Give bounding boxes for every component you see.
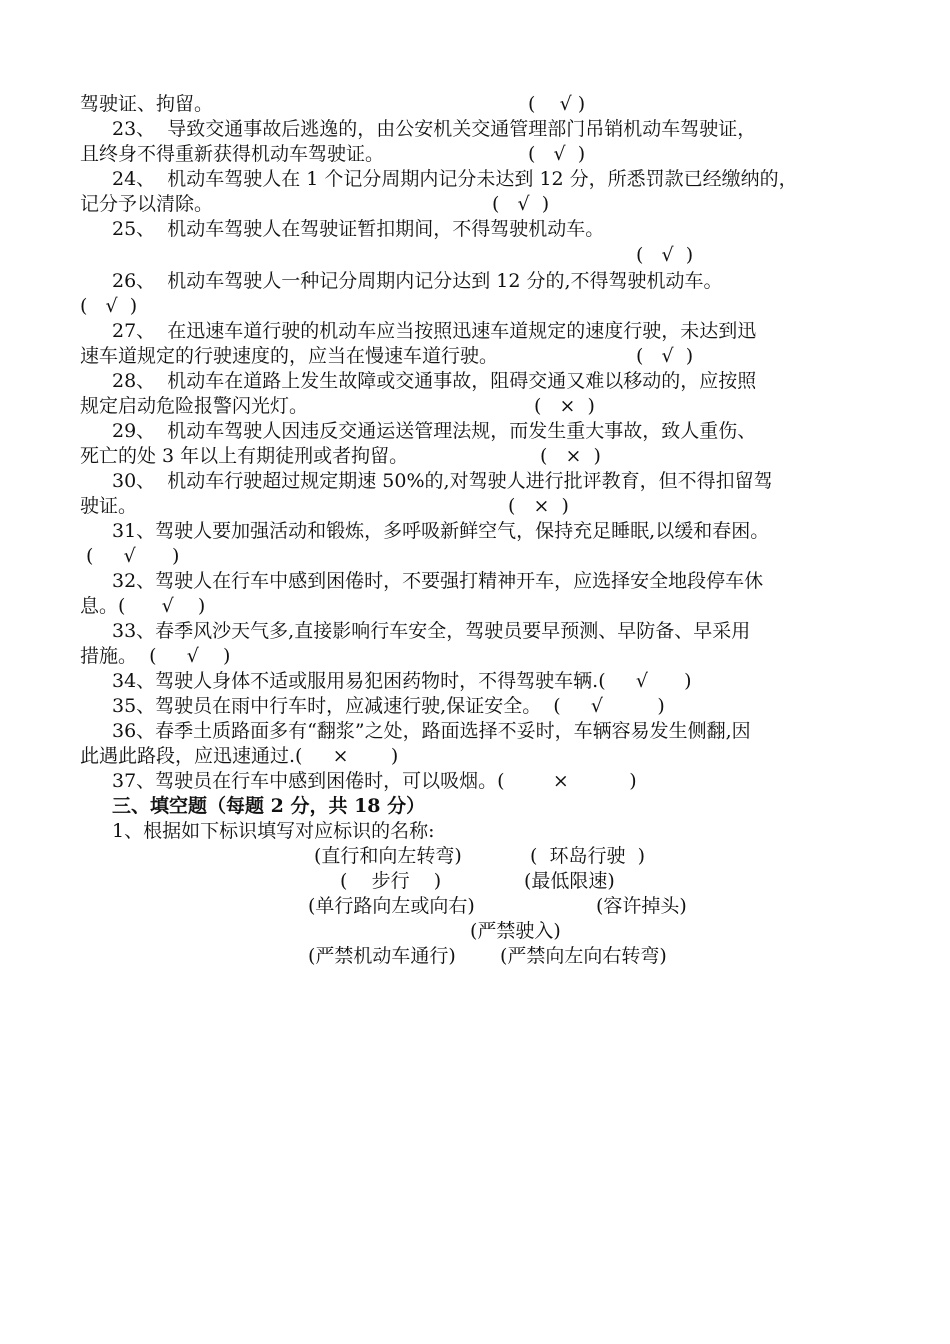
sign-answer: (容许掉头) (596, 895, 687, 917)
sign-answer: (严禁向左向右转弯) (500, 945, 667, 967)
answer-mark: ( √ ) (528, 143, 586, 165)
question-23: 23、 导致交通事故后逃逸的，由公安机关交通管理部门吊销机动车驾驶证， (112, 118, 757, 140)
question-30: 30、 机动车行驶超过规定期速 50%的,对驾驶人进行批评教育，但不得扣留驾 (112, 470, 773, 492)
sign-answer: (直行和向左转弯) (314, 845, 462, 867)
fill-question-1: 1、根据如下标识填写对应标识的名称: (112, 820, 435, 842)
text-line: 死亡的处 3 年以上有期徒刑或者拘留。 (80, 445, 409, 467)
question-26: 26、 机动车驾驶人一种记分周期内记分达到 12 分的,不得驾驶机动车。 (112, 270, 723, 292)
question-37: 37、驾驶员在行车中感到困倦时，可以吸烟。( × ) (112, 770, 637, 792)
sign-answer: ( 环岛行驶 ) (530, 845, 645, 867)
section-heading: 三、填空题（每题 2 分，共 18 分） (112, 795, 426, 817)
text-line: 驾驶证、拘留。 (80, 93, 214, 115)
text-line: 息。( √ ) (80, 595, 206, 617)
question-29: 29、 机动车驾驶人因违反交通运送管理法规，而发生重大事故，致人重伤、 (112, 420, 757, 442)
question-24: 24、 机动车驾驶人在 1 个记分周期内记分未达到 12 分，所悉罚款已经缴纳的， (112, 168, 798, 190)
sign-answer: ( 步行 ) (340, 870, 442, 892)
answer-mark: ( × ) (534, 395, 595, 417)
answer-mark: ( × ) (508, 495, 569, 517)
answer-mark: ( √ ) (80, 295, 138, 317)
answer-mark: ( √ ) (636, 345, 694, 367)
sign-answer: (单行路向左或向右) (308, 895, 475, 917)
text-line: 规定启动危险报警闪光灯。 (80, 395, 309, 417)
text-line: 驶证。 (80, 495, 138, 517)
answer-mark: ( √ ) (528, 93, 586, 115)
question-32: 32、驾驶人在行车中感到困倦时，不要强打精神开车，应选择安全地段停车休 (112, 570, 764, 592)
text-line: 记分予以清除。 (80, 193, 214, 215)
text-line: 速车道规定的行驶速度的，应当在慢速车道行驶。 (80, 345, 499, 367)
answer-mark: ( √ ) (86, 545, 180, 567)
text-line: 措施。 ( √ ) (80, 645, 231, 667)
sign-answer: (严禁机动车通行) (308, 945, 456, 967)
question-35: 35、驾驶员在雨中行车时，应减速行驶,保证安全。 ( √ ) (112, 695, 665, 717)
question-34: 34、驾驶人身体不适或服用易犯困药物时，不得驾驶车辆.( √ ) (112, 670, 692, 692)
answer-mark: ( √ ) (636, 244, 694, 266)
question-27: 27、 在迅速车道行驶的机动车应当按照迅速车道规定的速度行驶，未达到迅 (112, 320, 757, 342)
question-31: 31、驾驶人要加强活动和锻炼，多呼吸新鲜空气，保持充足睡眠,以缓和春困。 (112, 520, 770, 542)
question-28: 28、 机动车在道路上发生故障或交通事故，阻碍交通又难以移动的，应按照 (112, 370, 757, 392)
question-25: 25、 机动车驾驶人在驾驶证暂扣期间，不得驾驶机动车。 (112, 218, 605, 240)
question-33: 33、春季风沙天气多,直接影响行车安全，驾驶员要早预测、早防备、早采用 (112, 620, 751, 642)
text-line: 且终身不得重新获得机动车驾驶证。 (80, 143, 385, 165)
text-line: 此遇此路段，应迅速通过.( × ) (80, 745, 399, 767)
answer-mark: ( × ) (540, 445, 601, 467)
answer-mark: ( √ ) (492, 193, 550, 215)
sign-answer: (严禁驶入) (470, 920, 561, 942)
sign-answer: (最低限速) (524, 870, 615, 892)
question-36: 36、春季土质路面多有“翻浆”之处，路面选择不妥时，车辆容易发生侧翻,因 (112, 720, 751, 742)
